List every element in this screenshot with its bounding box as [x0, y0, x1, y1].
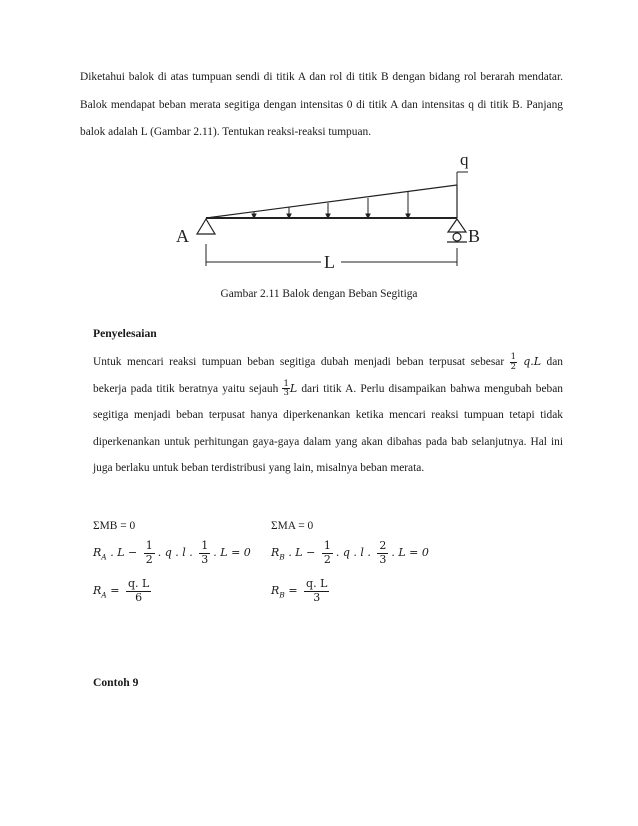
right-equation: $R_B$ . L − $\frac{1}{2}$ . q . l . $\frac{2}{3}$ . L = 0: [271, 539, 429, 566]
expr-half-ql: $\frac{1}{2}$ q.L: [510, 352, 542, 372]
expr-third-l: $\frac{1}{3}$ L: [283, 378, 298, 398]
right-result: $R_B$ = $\frac{q. L}{3}$: [271, 577, 328, 604]
solution-text-1: Untuk mencari reaksi tumpuan beban segitiga dubah menjadi beban terpusat sebesar: [93, 356, 505, 368]
pin-support-a: [197, 219, 215, 234]
solution-text-3: dari titik A. Perlu disampaikan bahwa mengubah beban segitiga menjadi beban terpusat hanya diperkenankan ketika mencari reaksi tumpuan tetapi tidak diperkenankan untuk perhitungan gaya-gaya dalam yang akan dibahas pada bab selanjutnya. Hal ini juga berlaku untuk beban terdistribusi yang lain, misalnya beban merata.: [93, 382, 563, 474]
solution-heading: Penyelesaian: [93, 327, 157, 340]
solution-text-2: dan bekerja pada titik beratnya yaitu sejauh: [93, 356, 563, 395]
sum-ma-title: ΣMA = 0: [271, 520, 314, 532]
intro-paragraph: Diketahui balok di atas tumpuan sendi di titik A dan rol di titik B dengan bidang rol berarah mendatar. Balok mendapat beban merata segitiga dengan intensitas 0 di titik A dan intensitas q di titik B. Panjang balok adalah L (Gambar 2.11). Tentukan reaksi-reaksi tumpuan.: [80, 71, 563, 138]
triangular-load-beam-diagram: [176, 148, 496, 273]
beam-figure: [176, 148, 496, 278]
sum-mb-title: ΣMB = 0: [93, 520, 136, 532]
roller-wheel: [453, 233, 461, 241]
load-arrows: [252, 192, 410, 218]
left-equation: $R_A$ . L − $\frac{1}{2}$ . q . l . $\frac{1}{3}$ . L = 0: [93, 539, 251, 566]
roller-support-b: [448, 219, 466, 232]
figure-caption: Gambar 2.11 Balok dengan Beban Segitiga: [220, 288, 418, 300]
load-line: [206, 185, 457, 218]
label-b: B: [468, 226, 481, 246]
label-q: q: [460, 150, 469, 169]
solution-paragraph: [93, 349, 563, 482]
label-l: L: [324, 252, 335, 272]
left-result: $R_A$ = $\frac{q. L}{6}$: [93, 577, 150, 604]
example-heading: Contoh 9: [93, 676, 139, 689]
solution-body: [93, 349, 563, 482]
label-a: A: [176, 226, 189, 246]
